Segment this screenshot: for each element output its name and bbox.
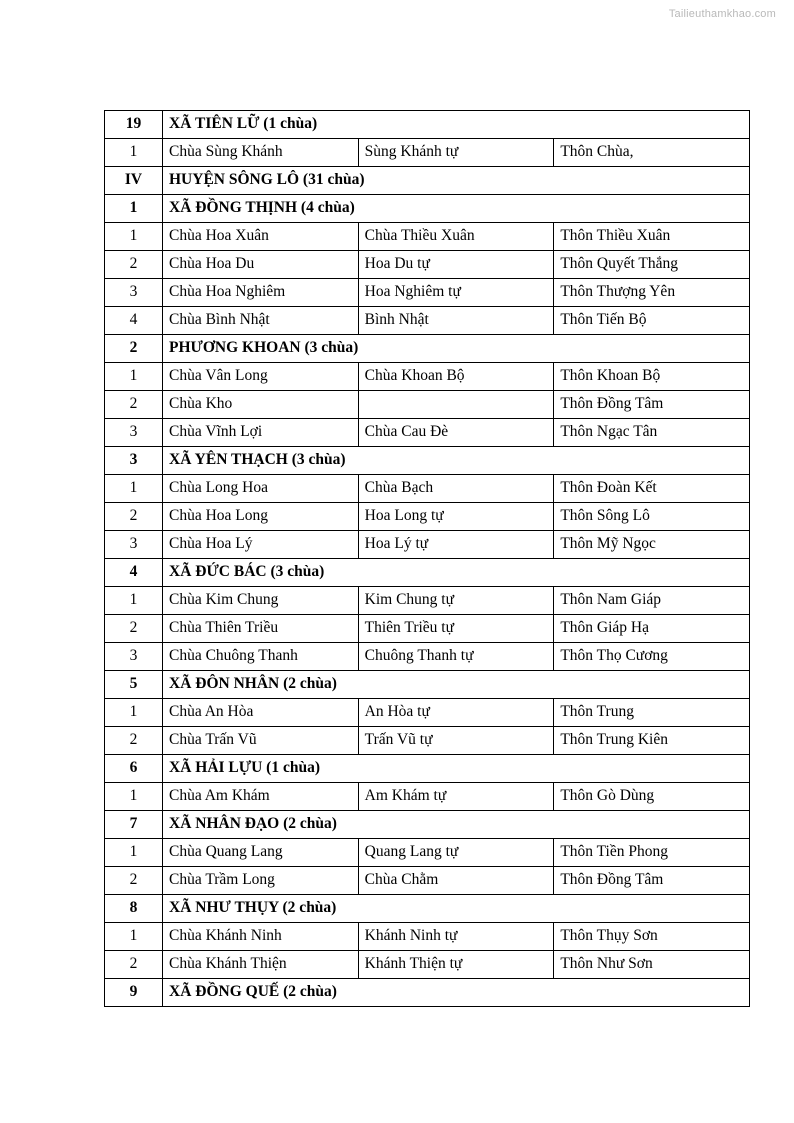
table-row-section	[105, 335, 750, 363]
pagoda-alt-name: Khánh Ninh tự	[358, 923, 554, 951]
pagoda-location: Thôn Tiến Bộ	[554, 307, 750, 335]
table-row-section	[105, 111, 750, 139]
pagoda-location: Thôn Nam Giáp	[554, 587, 750, 615]
section-title: XÃ HẢI LỰU (1 chùa)	[163, 755, 750, 783]
document-page	[104, 110, 750, 1007]
pagoda-alt-name: An Hòa tự	[358, 699, 554, 727]
table-row-section	[105, 447, 750, 475]
pagoda-name: Chùa Trầm Long	[163, 867, 359, 895]
section-number: 3	[105, 447, 163, 475]
pagoda-alt-name: Chùa Chằm	[358, 867, 554, 895]
pagoda-name: Chùa Hoa Xuân	[163, 223, 359, 251]
row-number: 1	[105, 783, 163, 811]
section-title: XÃ ĐỒNG THỊNH (4 chùa)	[163, 195, 750, 223]
row-number: 1	[105, 475, 163, 503]
section-title: XÃ TIÊN LỮ (1 chùa)	[163, 111, 750, 139]
pagoda-name: Chùa Hoa Nghiêm	[163, 279, 359, 307]
pagoda-name: Chùa Quang Lang	[163, 839, 359, 867]
row-number: 3	[105, 279, 163, 307]
pagoda-alt-name: Chùa Thiều Xuân	[358, 223, 554, 251]
pagoda-alt-name: Quang Lang tự	[358, 839, 554, 867]
table-row	[105, 531, 750, 559]
section-number: 19	[105, 111, 163, 139]
row-number: 1	[105, 363, 163, 391]
table-row	[105, 391, 750, 419]
pagoda-location: Thôn Thọ Cương	[554, 643, 750, 671]
pagoda-alt-name: Chuông Thanh tự	[358, 643, 554, 671]
table-row-section	[105, 979, 750, 1007]
pagoda-name: Chùa Kim Chung	[163, 587, 359, 615]
row-number: 3	[105, 531, 163, 559]
pagoda-name: Chùa Bình Nhật	[163, 307, 359, 335]
pagoda-name: Chùa An Hòa	[163, 699, 359, 727]
row-number: 2	[105, 391, 163, 419]
section-title: XÃ ĐỒNG QUẾ (2 chùa)	[163, 979, 750, 1007]
pagoda-name: Chùa Long Hoa	[163, 475, 359, 503]
pagoda-location: Thôn Quyết Thắng	[554, 251, 750, 279]
section-title: XÃ ĐỨC BÁC (3 chùa)	[163, 559, 750, 587]
table-row	[105, 307, 750, 335]
pagoda-list-table	[104, 110, 750, 1007]
pagoda-name: Chùa Hoa Long	[163, 503, 359, 531]
section-number: 2	[105, 335, 163, 363]
pagoda-alt-name: Hoa Du tự	[358, 251, 554, 279]
section-number: 1	[105, 195, 163, 223]
pagoda-name: Chùa Khánh Thiện	[163, 951, 359, 979]
table-row	[105, 783, 750, 811]
pagoda-alt-name: Khánh Thiện tự	[358, 951, 554, 979]
table-row-section	[105, 671, 750, 699]
pagoda-alt-name: Thiên Triều tự	[358, 615, 554, 643]
section-number: 9	[105, 979, 163, 1007]
pagoda-alt-name: Hoa Lý tự	[358, 531, 554, 559]
row-number: 1	[105, 587, 163, 615]
section-number: 5	[105, 671, 163, 699]
table-row	[105, 951, 750, 979]
pagoda-name: Chùa Vĩnh Lợi	[163, 419, 359, 447]
row-number: 2	[105, 251, 163, 279]
pagoda-location: Thôn Như Sơn	[554, 951, 750, 979]
table-row-section	[105, 195, 750, 223]
pagoda-location: Thôn Tiền Phong	[554, 839, 750, 867]
table-row	[105, 867, 750, 895]
table-row-section	[105, 895, 750, 923]
pagoda-alt-name: Chùa Bạch	[358, 475, 554, 503]
pagoda-name: Chùa Kho	[163, 391, 359, 419]
pagoda-name: Chùa Vân Long	[163, 363, 359, 391]
row-number: 1	[105, 223, 163, 251]
table-body	[105, 111, 750, 1007]
pagoda-alt-name: Hoa Nghiêm tự	[358, 279, 554, 307]
row-number: 2	[105, 951, 163, 979]
table-row-section	[105, 755, 750, 783]
watermark: Tailieuthamkhao.com	[668, 8, 776, 20]
pagoda-name: Chùa Trấn Vũ	[163, 727, 359, 755]
row-number: 3	[105, 419, 163, 447]
row-number: 4	[105, 307, 163, 335]
table-row	[105, 251, 750, 279]
section-number: 6	[105, 755, 163, 783]
table-row	[105, 363, 750, 391]
pagoda-location: Thôn Ngạc Tân	[554, 419, 750, 447]
pagoda-alt-name: Chùa Cau Đè	[358, 419, 554, 447]
table-row	[105, 503, 750, 531]
section-title: XÃ NHÂN ĐẠO (2 chùa)	[163, 811, 750, 839]
section-number: IV	[105, 167, 163, 195]
pagoda-location: Thôn Thụy Sơn	[554, 923, 750, 951]
pagoda-location: Thôn Đoàn Kết	[554, 475, 750, 503]
table-row	[105, 279, 750, 307]
pagoda-location: Thôn Khoan Bộ	[554, 363, 750, 391]
pagoda-name: Chùa Hoa Lý	[163, 531, 359, 559]
row-number: 3	[105, 643, 163, 671]
pagoda-location: Thôn Gò Dùng	[554, 783, 750, 811]
section-title: HUYỆN SÔNG LÔ (31 chùa)	[163, 167, 750, 195]
pagoda-name: Chùa Thiên Triều	[163, 615, 359, 643]
table-row	[105, 587, 750, 615]
table-row-section	[105, 167, 750, 195]
table-row-section	[105, 559, 750, 587]
pagoda-location: Thôn Sông Lô	[554, 503, 750, 531]
section-title: XÃ NHƯ THỤY (2 chùa)	[163, 895, 750, 923]
pagoda-alt-name: Trấn Vũ tự	[358, 727, 554, 755]
table-row	[105, 699, 750, 727]
pagoda-location: Thôn Trung	[554, 699, 750, 727]
row-number: 1	[105, 923, 163, 951]
row-number: 2	[105, 867, 163, 895]
table-row	[105, 475, 750, 503]
pagoda-name: Chùa Chuông Thanh	[163, 643, 359, 671]
pagoda-alt-name: Chùa Khoan Bộ	[358, 363, 554, 391]
pagoda-alt-name	[358, 391, 554, 419]
table-row	[105, 727, 750, 755]
pagoda-location: Thôn Đồng Tâm	[554, 867, 750, 895]
pagoda-location: Thôn Đồng Tâm	[554, 391, 750, 419]
row-number: 2	[105, 503, 163, 531]
table-row-section	[105, 811, 750, 839]
table-row	[105, 223, 750, 251]
section-number: 8	[105, 895, 163, 923]
pagoda-location: Thôn Giáp Hạ	[554, 615, 750, 643]
pagoda-name: Chùa Am Khám	[163, 783, 359, 811]
pagoda-alt-name: Hoa Long tự	[358, 503, 554, 531]
row-number: 2	[105, 727, 163, 755]
pagoda-name: Chùa Hoa Du	[163, 251, 359, 279]
row-number: 1	[105, 139, 163, 167]
row-number: 1	[105, 699, 163, 727]
section-title: PHƯƠNG KHOAN (3 chùa)	[163, 335, 750, 363]
table-row	[105, 419, 750, 447]
table-row	[105, 615, 750, 643]
pagoda-alt-name: Sùng Khánh tự	[358, 139, 554, 167]
table-row	[105, 839, 750, 867]
pagoda-location: Thôn Chùa,	[554, 139, 750, 167]
section-number: 4	[105, 559, 163, 587]
row-number: 1	[105, 839, 163, 867]
pagoda-location: Thôn Thiều Xuân	[554, 223, 750, 251]
pagoda-name: Chùa Khánh Ninh	[163, 923, 359, 951]
table-row	[105, 923, 750, 951]
pagoda-location: Thôn Mỹ Ngọc	[554, 531, 750, 559]
pagoda-alt-name: Bình Nhật	[358, 307, 554, 335]
section-title: XÃ YÊN THẠCH (3 chùa)	[163, 447, 750, 475]
table-row	[105, 139, 750, 167]
section-title: XÃ ĐÔN NHÂN (2 chùa)	[163, 671, 750, 699]
pagoda-location: Thôn Trung Kiên	[554, 727, 750, 755]
pagoda-alt-name: Kim Chung tự	[358, 587, 554, 615]
pagoda-location: Thôn Thượng Yên	[554, 279, 750, 307]
section-number: 7	[105, 811, 163, 839]
pagoda-alt-name: Am Khám tự	[358, 783, 554, 811]
row-number: 2	[105, 615, 163, 643]
table-row	[105, 643, 750, 671]
pagoda-name: Chùa Sùng Khánh	[163, 139, 359, 167]
